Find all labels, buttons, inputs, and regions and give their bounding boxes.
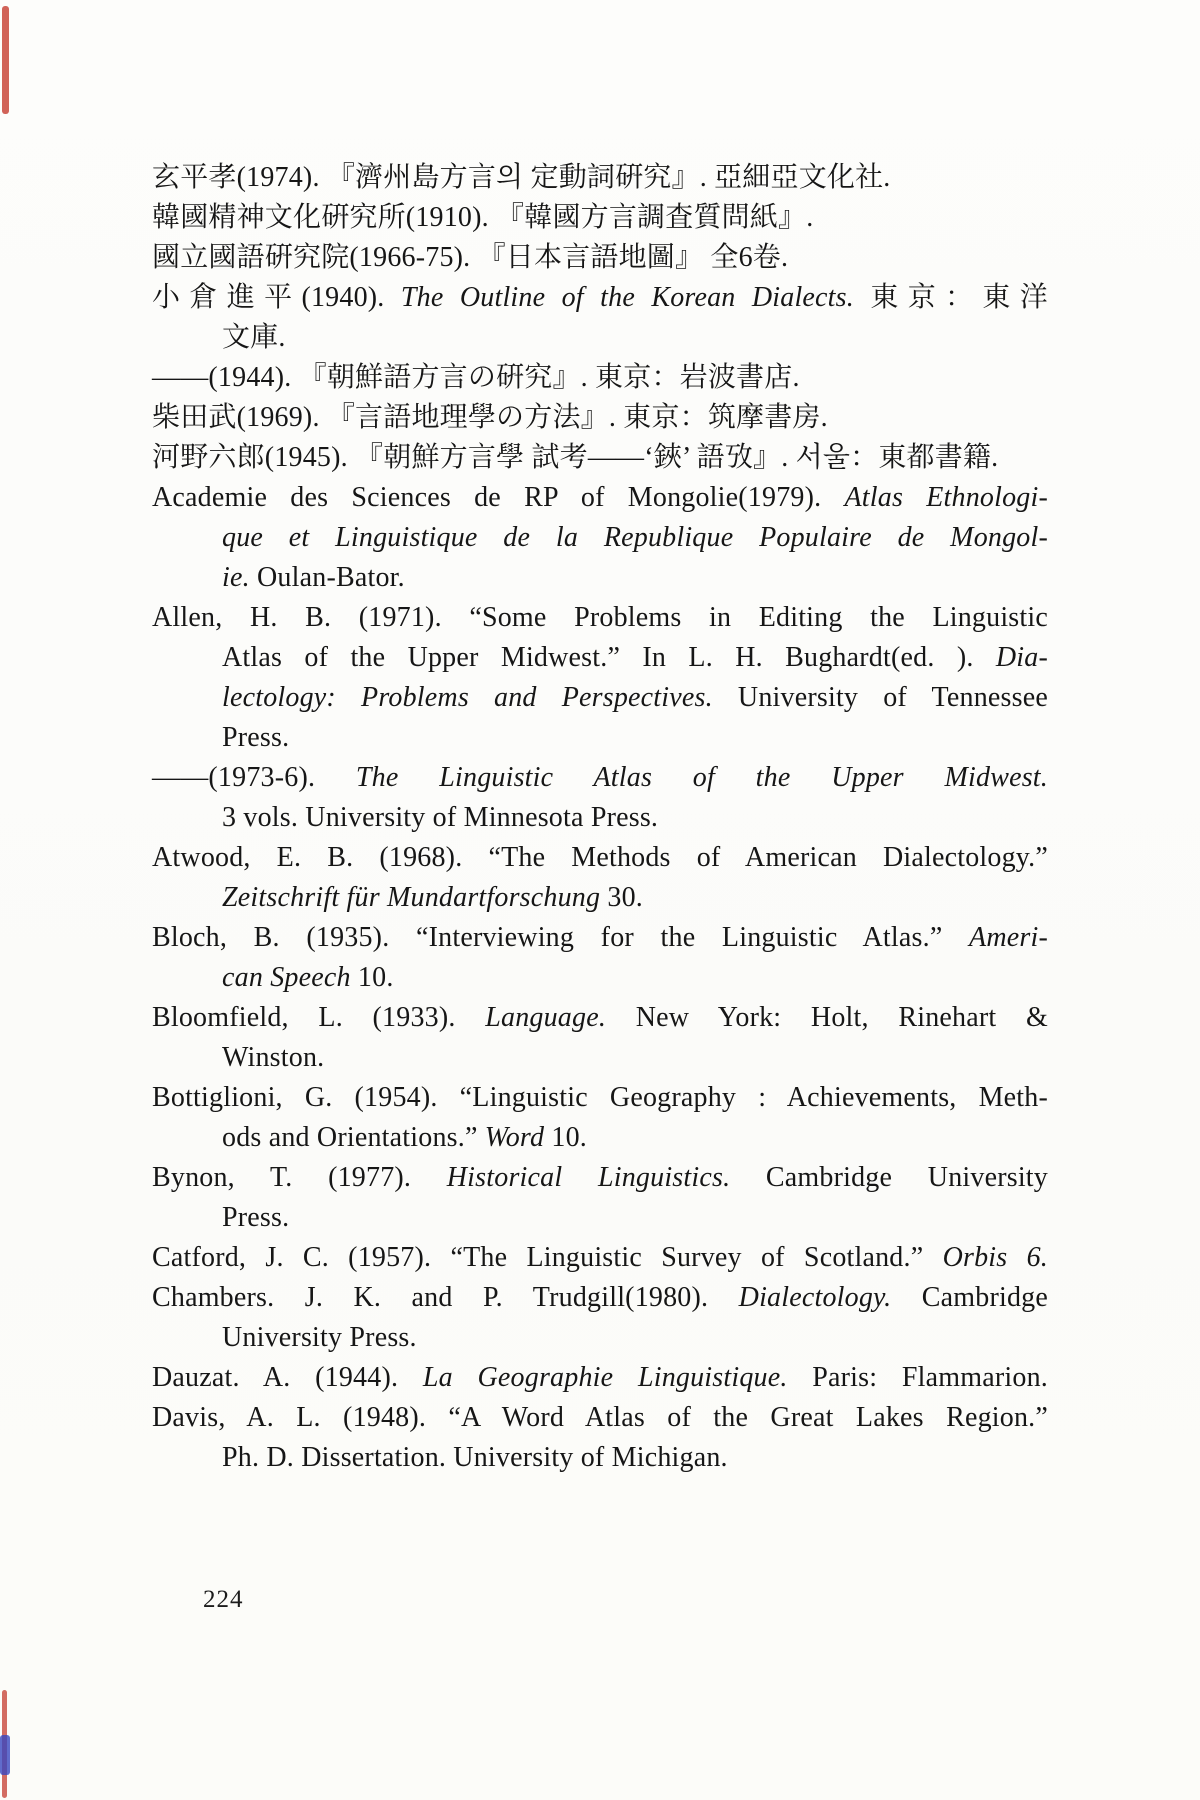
bib-text: Allen, H. B. (1971). “Some Problems in Editing the Linguistic — [152, 602, 1048, 633]
bib-line — [152, 638, 1048, 678]
bib-line — [152, 198, 1048, 238]
bib-line — [152, 918, 1048, 958]
bib-line — [152, 1038, 1048, 1078]
bib-line — [152, 158, 1048, 198]
bib-text: ——(1944). 『朝鮮語方言の硏究』. 東京：岩波書店. — [152, 362, 800, 393]
bibliography — [152, 158, 1048, 1478]
bib-text: Winston. — [222, 1042, 325, 1073]
bib-text: Paris: Flammarion. — [787, 1362, 1048, 1393]
bib-line — [152, 1318, 1048, 1358]
bib-text: ods and Orientations.” — [222, 1122, 485, 1153]
bib-line — [152, 238, 1048, 278]
bib-title-italic: The Outline of the Korean Dialects. — [400, 282, 854, 313]
bib-text: Chambers. J. K. and P. Trudgill(1980). — [152, 1282, 739, 1313]
bib-text: 東京：東洋 — [853, 282, 1048, 313]
bib-line — [152, 1238, 1048, 1278]
bib-text: 10. — [350, 962, 394, 993]
bib-line — [152, 478, 1048, 518]
bib-line — [152, 1078, 1048, 1118]
bib-line — [152, 758, 1048, 798]
bib-text: 柴田武(1969). 『言語地理學の方法』. 東京：筑摩書房. — [152, 402, 828, 433]
bib-line — [152, 798, 1048, 838]
bib-line — [152, 518, 1048, 558]
bib-line — [152, 1358, 1048, 1398]
bib-text: Bottiglioni, G. (1954). “Linguistic Geography : Achievements, Meth- — [152, 1082, 1048, 1113]
bib-text: Catford, J. C. (1957). “The Linguistic Survey of Scotland.” — [152, 1242, 943, 1273]
bib-line — [152, 678, 1048, 718]
bib-text: Cambridge University — [730, 1162, 1048, 1193]
bib-line — [152, 1158, 1048, 1198]
bib-text: Academie des Sciences de RP of Mongolie(1979). — [152, 482, 845, 513]
scan-artifact-red-bottom — [2, 1690, 7, 1798]
bib-text: New York: Holt, Rinehart & — [606, 1002, 1048, 1033]
bib-title-italic: Language. — [485, 1002, 607, 1033]
bib-text: 3 vols. University of Minnesota Press. — [222, 802, 659, 833]
bib-line — [152, 1278, 1048, 1318]
bib-title-italic: Dia- — [995, 642, 1048, 673]
bib-title-italic: Atlas Ethnologi- — [844, 482, 1048, 513]
bib-text: Bynon, T. (1977). — [152, 1162, 447, 1193]
bib-line — [152, 598, 1048, 638]
bib-text: 韓國精神文化硏究所(1910). 『韓國方言調査質問紙』. — [152, 202, 814, 233]
bib-text: Atwood, E. B. (1968). “The Methods of American Dialectology.” — [152, 842, 1048, 873]
bib-title-italic: ie. — [222, 562, 250, 593]
page-number: 224 — [203, 1586, 244, 1613]
bib-text: Dauzat. A. (1944). — [152, 1362, 423, 1393]
bib-line — [152, 998, 1048, 1038]
bib-text: 國立國語硏究院(1966-75). 『日本言語地圖』 全6卷. — [152, 242, 789, 273]
bib-text: Press. — [222, 1202, 290, 1233]
bib-line — [152, 438, 1048, 478]
bib-text: University of Tennessee — [712, 682, 1049, 713]
bib-title-italic: que et Linguistique de la Republique Populaire de Mongol- — [222, 522, 1048, 553]
bib-text: Atlas of the Upper Midwest.” In L. H. Bughardt(ed. ). — [222, 642, 996, 673]
bib-text: Cambridge — [891, 1282, 1048, 1313]
bib-text: 小倉進平(1940). — [152, 282, 401, 313]
bib-title-italic: The Linguistic Atlas of the Upper Midwest. — [355, 762, 1048, 793]
bib-text: Davis, A. L. (1948). “A Word Atlas of the Great Lakes Region.” — [152, 1402, 1048, 1433]
bib-text: 10. — [544, 1122, 588, 1153]
bib-title-italic: Ameri- — [969, 922, 1048, 953]
bib-line — [152, 278, 1048, 318]
bib-text: Oulan-Bator. — [249, 562, 405, 593]
bib-line — [152, 1438, 1048, 1478]
bib-text: Ph. D. Dissertation. University of Michigan. — [222, 1442, 728, 1473]
bib-line — [152, 318, 1048, 358]
bib-title-italic: Historical Linguistics. — [446, 1162, 731, 1193]
bib-line — [152, 358, 1048, 398]
bib-line — [152, 878, 1048, 918]
bib-title-italic: Orbis 6. — [942, 1242, 1048, 1273]
bib-text: 文庫. — [222, 322, 286, 353]
bib-line — [152, 1118, 1048, 1158]
bib-line — [152, 398, 1048, 438]
bib-line — [152, 718, 1048, 758]
bib-title-italic: Zeitschrift für Mundartforschung — [222, 882, 601, 913]
bib-line — [152, 1198, 1048, 1238]
scan-artifact-blue-bottom — [0, 1735, 10, 1775]
bib-text: University Press. — [222, 1322, 417, 1353]
bib-line — [152, 838, 1048, 878]
bib-text: 河野六郎(1945). 『朝鮮方言學 試考——‘鋏’ 語攷』. 서울：東都書籍. — [152, 442, 999, 473]
bib-title-italic: can Speech — [222, 962, 351, 993]
bib-text: Bloomfield, L. (1933). — [152, 1002, 486, 1033]
bib-text: Press. — [222, 722, 290, 753]
bib-line — [152, 958, 1048, 998]
bib-title-italic: Word — [484, 1122, 545, 1153]
bib-title-italic: Dialectology. — [738, 1282, 892, 1313]
bib-text: 玄平孝(1974). 『濟州島方言의 定動詞硏究』. 亞細亞文化社. — [152, 162, 891, 193]
bib-text: Bloch, B. (1935). “Interviewing for the Linguistic Atlas.” — [152, 922, 970, 953]
bib-line — [152, 558, 1048, 598]
bib-title-italic: La Geographie Linguistique. — [422, 1362, 788, 1393]
bib-title-italic: lectology: Problems and Perspectives. — [222, 682, 713, 713]
bib-text: 30. — [600, 882, 644, 913]
bib-text: ——(1973-6). — [152, 762, 356, 793]
scan-artifact-red-top — [2, 6, 9, 114]
bib-line — [152, 1398, 1048, 1438]
